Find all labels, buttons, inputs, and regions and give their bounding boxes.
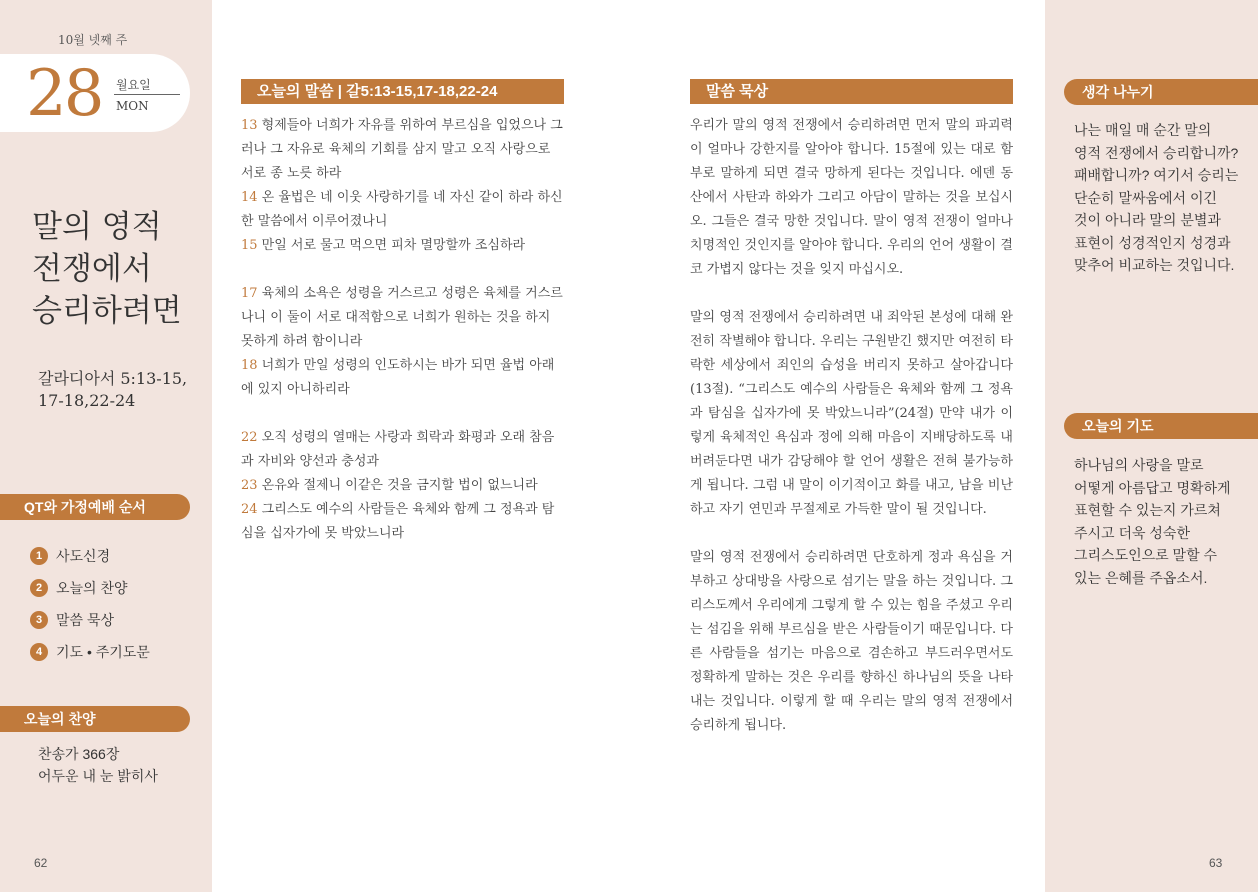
date-day-en: MON <box>116 99 149 113</box>
reference-line: 17-18,22-24 <box>38 391 136 410</box>
step-number-badge: 3 <box>30 611 48 629</box>
verse-text: 온유와 절제니 이같은 것을 금지할 법이 없느니라 <box>257 478 538 493</box>
step-number-badge: 4 <box>30 643 48 661</box>
verse-number: 18 <box>241 358 258 373</box>
verse-number: 17 <box>241 286 258 301</box>
list-item <box>30 572 150 604</box>
hymn-line: 찬송가 366장 <box>38 746 120 762</box>
meditation-paragraph: 말의 영적 전쟁에서 승리하려면 내 죄악된 본성에 대해 완전히 작별해야 합니다. 우리는 구원받긴 했지만 여전히 타락한 세상에서 죄인의 습성을 버리지 못하고 살아갑니다(13절). “그리스도 예수의 사람들은 육체와 함께 그 정욕과 탐심을 십자가에 못 박았느니라”(24절) 만약 내가 이렇게 육체적인 욕심과 정에 의해 마음이 지배당하도록 내버려둔다면 내가 감당해야 할 언어 생활은 전혀 불가능하게 됩니다. 그럼 내 말이 이기적이고 화를 내고, 남을 비난하고 자기 연민과 무절제로 가득한 말이 될 것입니다. <box>690 310 1013 517</box>
prayer-text <box>1074 454 1244 589</box>
verse-number: 13 <box>241 118 258 133</box>
verse-number: 24 <box>241 502 258 517</box>
prayer-line: 있는 은혜를 주옵소서. <box>1074 569 1208 586</box>
share-line: 단순히 말싸움에서 이긴 <box>1074 189 1218 206</box>
date-number: 28 <box>26 57 102 131</box>
qt-steps-list <box>30 540 150 668</box>
verse-text: 그리스도 예수의 사람들은 육체와 함께 그 정욕과 탐심을 십자가에 못 박았느니라 <box>241 502 555 541</box>
date-divider <box>114 94 180 95</box>
verse-text: 육체의 소욕은 성령을 거스르고 성령은 육체를 거스르나니 이 둘이 서로 대적함으로 너희가 원하는 것을 하지 못하게 하려 함이니라 <box>241 286 563 349</box>
verse-text: 너희가 만일 성령의 인도하시는 바가 되면 율법 아래에 있지 아니하리라 <box>241 358 555 397</box>
verse <box>241 354 564 402</box>
meditation-paragraph: 말의 영적 전쟁에서 승리하려면 단호하게 정과 욕심을 거부하고 상대방을 사랑으로 섬기는 말을 하는 것입니다. 그리스도께서 우리에게 그렇게 할 수 있는 힘을 주셨고 우리는 섬김을 위해 부르심을 받은 사람들이기 때문입니다. 다른 사람들을 섬기는 마음으로 겸손하고 부드러우면서도 정확하게 말하는 것은 우리를 향하신 하나님의 뜻을 나타내는 것입니다. 이렇게 할 때 우리는 말의 영적 전쟁에서 승리하게 됩니다. <box>690 550 1013 733</box>
prayer-line: 주시고 더욱 성숙한 <box>1074 524 1190 541</box>
hymn-line: 어두운 내 눈 밝히사 <box>38 768 158 784</box>
prayer-heading: 오늘의 기도 <box>1064 413 1258 439</box>
prayer-line: 어떻게 아름답고 명확하게 <box>1074 479 1231 496</box>
verse-number: 22 <box>241 430 258 445</box>
verse <box>241 426 564 474</box>
share-line: 표현이 성경적인지 성경과 <box>1074 234 1231 251</box>
verse <box>241 498 564 546</box>
step-number-badge: 2 <box>30 579 48 597</box>
page-number-left: 62 <box>34 856 48 870</box>
qt-order-heading: QT와 가정예배 순서 <box>0 494 190 520</box>
verse <box>241 234 564 258</box>
list-item <box>30 636 150 668</box>
step-label: 오늘의 찬양 <box>56 580 128 596</box>
meditation-heading: 말씀 묵상 <box>690 79 1013 104</box>
verse-text: 온 율법은 네 이웃 사랑하기를 네 자신 같이 하라 하신 한 말씀에서 이루어졌나니 <box>241 190 563 229</box>
step-label: 사도신경 <box>56 548 111 564</box>
verse-text: 형제들아 너희가 자유를 위하여 부르심을 입었으나 그러나 그 자유로 육체의 기회를 삼지 말고 오직 사랑으로 서로 종 노릇 하라 <box>241 118 563 181</box>
share-line: 영적 전쟁에서 승리합니까? <box>1074 144 1239 161</box>
verse <box>241 186 564 234</box>
title-line: 승리하려면 <box>32 293 182 329</box>
verse-number: 23 <box>241 478 258 493</box>
share-line: 패배합니까? 여기서 승리는 <box>1074 167 1239 183</box>
list-item <box>30 540 150 572</box>
share-thoughts-heading: 생각 나누기 <box>1064 79 1258 105</box>
hymn-info <box>38 743 158 787</box>
reference-line: 갈라디아서 5:13-15, <box>38 369 188 388</box>
share-line: 것이 아니라 말의 분별과 <box>1074 212 1221 228</box>
verse-number: 14 <box>241 190 258 205</box>
page-number-right: 63 <box>1209 856 1223 870</box>
scripture-heading: 오늘의 말씀 | 갈5:13-15,17-18,22-24 <box>241 79 564 104</box>
scripture-text <box>241 114 564 546</box>
title-line: 말의 영적 <box>32 209 162 245</box>
verse-gap <box>241 402 564 426</box>
verse-number: 15 <box>241 238 258 253</box>
prayer-line: 표현할 수 있는지 가르쳐 <box>1074 502 1221 518</box>
date-day-kr: 월요일 <box>116 78 151 92</box>
step-label: 말씀 묵상 <box>56 612 114 628</box>
prayer-line: 그리스도인으로 말할 수 <box>1074 547 1218 563</box>
meditation-paragraph: 우리가 말의 영적 전쟁에서 승리하려면 먼저 말의 파괴력이 얼마나 강한지를 알아야 합니다. 15절에 있는 대로 함부로 말하게 되면 결국 망하게 된다는 것입니다. 에덴 동산에서 사탄과 하와가 그리고 아담이 말하는 것을 보십시오. 그들은 결국 망한 것입니다. 말이 영적 전쟁이 얼마나 치명적인 것인지를 알아야 합니다. 우리의 언어 생활이 결코 가볍지 않다는 것을 잊지 마십시오. <box>690 118 1013 277</box>
date-card <box>0 54 190 132</box>
prayer-line: 하나님의 사랑을 말로 <box>1074 457 1204 473</box>
verse-text: 오직 성령의 열매는 사랑과 희락과 화평과 오래 참음과 자비와 양선과 충성과 <box>241 430 555 469</box>
verse-gap <box>241 258 564 282</box>
hymn-heading: 오늘의 찬양 <box>0 706 190 732</box>
verse-text: 만일 서로 물고 먹으면 피차 멸망할까 조심하라 <box>257 238 526 253</box>
list-item <box>30 604 150 636</box>
meditation-text <box>690 114 1013 762</box>
verse <box>241 114 564 186</box>
step-label: 기도 • 주기도문 <box>56 644 150 660</box>
page-title <box>32 206 182 332</box>
share-line: 맞추어 비교하는 것입니다. <box>1074 257 1235 273</box>
week-label: 10월 넷째 주 <box>58 33 128 47</box>
verse <box>241 282 564 354</box>
title-line: 전쟁에서 <box>32 251 152 287</box>
step-number-badge: 1 <box>30 547 48 565</box>
share-thoughts-text <box>1074 119 1244 277</box>
scripture-reference <box>38 368 187 412</box>
share-line: 나는 매일 매 순간 말의 <box>1074 122 1212 138</box>
verse <box>241 474 564 498</box>
